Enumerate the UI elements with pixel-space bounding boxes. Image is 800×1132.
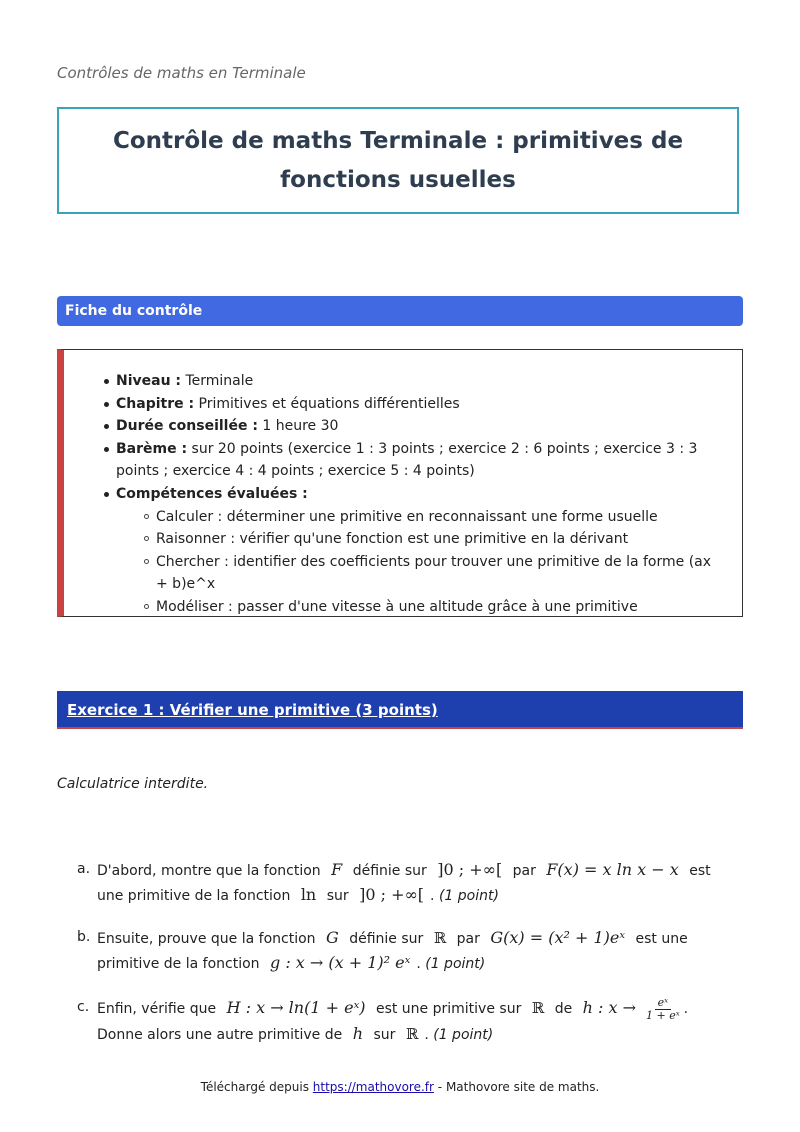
question-text: .: [416, 956, 421, 972]
question-b: [77, 926, 737, 976]
calculator-note: Calculatrice interdite.: [57, 776, 209, 792]
math-interval: ]0 ; +∞[: [359, 885, 425, 904]
question-a: [77, 858, 737, 908]
question-c: [77, 996, 737, 1047]
fiche-item-competences: [116, 483, 726, 619]
footer-link[interactable]: https://mathovore.fr: [312, 1080, 434, 1094]
fiche-box: [57, 349, 743, 617]
fiche-label: Compétences évaluées :: [116, 485, 308, 502]
competence-item: Raisonner : vérifier qu'une fonction est une primitive en la dérivant: [156, 528, 726, 551]
question-letter: c.: [77, 999, 90, 1015]
competence-item: Calculer : déterminer une primitive en reconnaissant une forme usuelle: [156, 506, 726, 529]
question-text: est une primitive de la fonction: [97, 863, 711, 904]
question-text: . Donne alors une autre primitive de: [97, 1001, 689, 1043]
question-text: définie sur: [352, 863, 427, 879]
footer-prefix: Téléchargé depuis: [200, 1080, 309, 1094]
question-text: est une primitive de la fonction: [97, 931, 688, 972]
fiche-heading: Fiche du contrôle: [57, 296, 743, 326]
math-expression: H : x → ln(1 + eˣ): [226, 998, 366, 1017]
question-text: D'abord, montre que la fonction: [97, 863, 321, 879]
math-reals: ℝ: [405, 1024, 419, 1043]
exercise-heading-text: Exercice 1 : Vérifier une primitive (3 points): [67, 701, 438, 719]
math-reals: ℝ: [433, 929, 447, 947]
competences-list: [116, 506, 726, 619]
question-points: (1 point): [438, 888, 499, 904]
question-points: (1 point): [425, 956, 486, 972]
question-text: par: [456, 931, 480, 947]
fiche-value: Terminale: [185, 373, 254, 389]
fiche-value: sur 20 points (exercice 1 : 3 points ; exercice 2 : 6 points ; exercice 3 : 3 points ; exercice 4 : 4 points ; exercice 5 : 4 points): [116, 440, 698, 480]
competence-item: Modéliser : passer d'une vitesse à une altitude grâce à une primitive: [156, 596, 726, 619]
question-text: est une primitive sur: [375, 1001, 522, 1017]
fraction-denominator: 1 + eˣ: [646, 1008, 680, 1022]
math-expression: g : x → (x + 1)² eˣ: [270, 953, 411, 972]
question-text: de: [554, 1001, 573, 1017]
fiche-value: Primitives et équations différentielles: [198, 395, 460, 412]
math-symbol: ln: [300, 885, 317, 904]
title-box: [57, 107, 739, 214]
fiche-label: Chapitre :: [116, 395, 195, 412]
question-text: Ensuite, prouve que la fonction: [97, 931, 316, 947]
question-letter: b.: [77, 929, 91, 945]
fraction-numerator: eˣ: [655, 997, 671, 1010]
footer: [0, 1080, 800, 1094]
fiche-value: 1 heure 30: [262, 418, 339, 435]
math-interval: ]0 ; +∞[: [437, 860, 503, 879]
fiche-item-bareme: [116, 438, 726, 483]
fiche-label: Barème :: [116, 440, 188, 457]
fiche-list: [116, 370, 726, 619]
footer-suffix: - Mathovore site de maths.: [437, 1080, 600, 1094]
question-text: .: [424, 1026, 429, 1043]
math-expression: G(x) = (x² + 1)eˣ: [490, 928, 626, 947]
site-header-label: Contrôles de maths en Terminale: [57, 64, 306, 82]
math-reals: ℝ: [531, 999, 545, 1017]
question-text: sur: [373, 1026, 396, 1043]
question-text: sur: [326, 888, 349, 904]
math-expression: h : x →: [582, 998, 637, 1017]
fiche-item-duree: [116, 415, 726, 438]
math-fraction: [646, 997, 680, 1022]
question-points: (1 point): [433, 1026, 494, 1043]
fiche-item-niveau: [116, 370, 726, 393]
fiche-item-chapitre: [116, 393, 726, 416]
fiche-label: Durée conseillée :: [116, 418, 258, 435]
math-symbol: F: [331, 860, 343, 879]
question-text: par: [512, 863, 536, 879]
math-symbol: h: [352, 1023, 364, 1043]
math-expression: F(x) = x ln x − x: [546, 860, 679, 879]
page-title: Contrôle de maths Terminale : primitives de fonctions usuelles: [112, 127, 684, 193]
exercise-heading: [57, 691, 743, 729]
question-letter: a.: [77, 861, 91, 877]
question-text: .: [430, 888, 435, 904]
fiche-label: Niveau :: [116, 373, 182, 389]
competence-item: Chercher : identifier des coefficients pour trouver une primitive de la forme (ax + b)e^x: [156, 551, 726, 596]
math-symbol: G: [325, 928, 339, 947]
question-text: définie sur: [349, 931, 424, 947]
question-text: Enfin, vérifie que: [97, 1001, 217, 1017]
